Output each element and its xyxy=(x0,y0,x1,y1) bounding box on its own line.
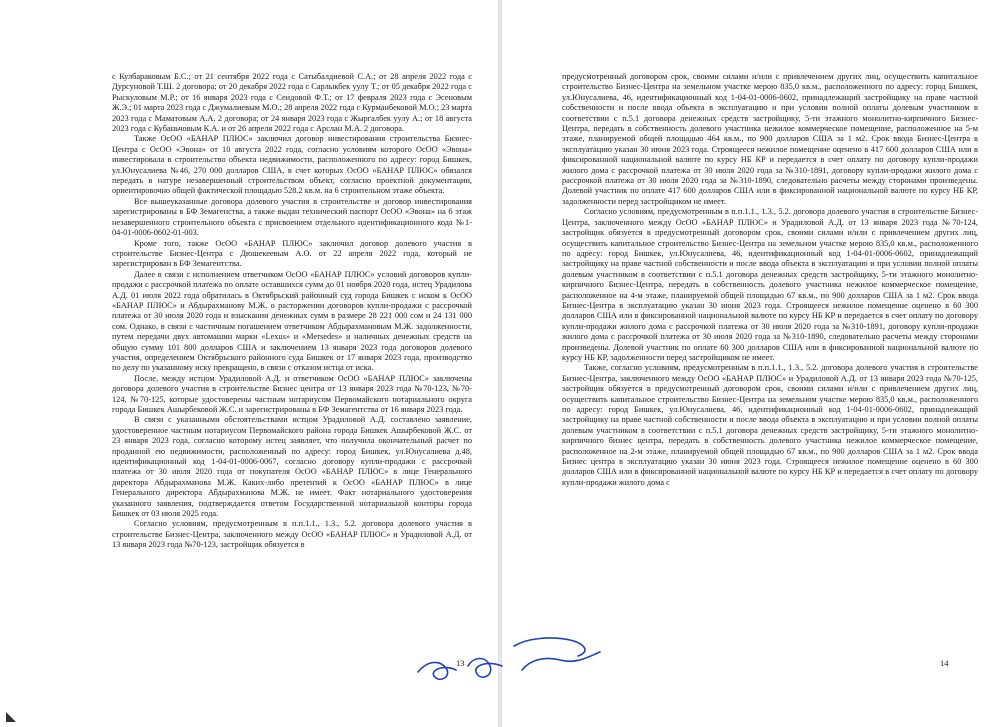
left-paragraph-4: Кроме того, также ОсОО «БАНАР ПЛЮС» заключил договор долевого участия в строительстве Бизнес-Центра с Дюшекеевым А.О. от 22 апреля 2022 года, который не зарегистрирован в БФ Земагентства. xyxy=(112,238,472,269)
left-paragraph-7: В связи с указанными обстоятельствами истцом Урадиловой А.Д. составлено заявление, удостоверенное частным нотариусом Первомайского района города Бишкек Ашырбековой Ж.С. от 23 января 2023 года, согласно которому истец заявляет, что получила окончательный расчет по проданной ею недвижимости, расположенный по адресу: город Бишкек, ул.Юнусалиева д.48, идентификационный код 1-04-01-0006-0067, согласно договору купли-продажи с рассрочкой платежа от 30 июля 2020 года от покупателя ОсОО «БАНАР ПЛЮС» в лице Генерального директора Абдырахманова М.Ж. Каких-либо претензий к ОсОО «БАНАР ПЛЮС» в лице Генерального директора Абдырахманова М.Ж. не имеет. Факт нотариального удостоверения указанного заявления, подтверждается ответом Государственной нотариальной конторы города Бишкек от 03 июля 2025 года. xyxy=(112,415,472,519)
left-paragraph-6: После, между истцом Урадиловой А.Д. и ответчиком ОсОО «БАНАР ПЛЮС» заключены договора долевого участия в строительстве Бизнес центра от 13 января 2023 года №70-123, №70-124, №70-125, которые удостоверены частным нотариусом Первомайского нотариального округа города Бишкек Ашырбековой Ж.С. и зарегистрированы в БФ Земагентства от 16 января 2023 года. xyxy=(112,373,472,414)
page-number-right: 14 xyxy=(940,658,949,668)
right-paragraph-1: предусмотренный договором срок, своими силами и/или с привлечением других лиц, осуществить капитальное строительство Бизнес-Центра на земельном участке мерою 835,0 кв.м., расположенного по адресу: город Бишкек, ул.Юнусалиева, 46, идентификационный код 1-04-01-0006-0602, принадлежащий застройщику на праве частной собственности и после ввода объекта в эксплуатацию и при условии полной оплаты долевым участником в соответствии с п.5.1 договора денежных средств застройщику, 5-ти этажного монолитно-кирпичного Бизнес-Центра, передать в собственность долевого участника нежилое коммерческое помещение, расположенное на 5-м этаже, планируемой общей площадью 464 кв.м., по 900 долларов США за 1 м2. Срок ввода Бизнес-Центра в эксплуатацию указан 30 июня 2023 года. Строящееся нежилое помещение оценено в 417 600 долларов США или в фиксированной национальной валюте по курсу НБ КР и передается в счет оплату по договору купли-продажи жилого дома с рассрочкой платежа от 30 июля 2020 года за №310-1891, договору купли-продажи жилого дома с рассрочкой платежа от 30 июля 2020 года за №310-1890, следовательно расчеты между сторонами произведены. Долевой участник по оплате 417 600 долларов США или в фиксированной национальной валюте по курсу НБ КР, задолженности перед застройщиком не имеет. xyxy=(562,72,978,206)
left-paragraph-8: Согласно условиям, предусмотренным в п.п.1.1., 1.3., 5.2. договора долевого участия в строительстве Бизнес-Центра, заключенного между ОсОО «БАНАР ПЛЮС» и Урадиловой А.Д. от 13 января 2023 года №70-123, застройщик обязуется в xyxy=(112,519,472,550)
right-paragraph-2: Согласно условиям, предусмотренным в п.п.1.1., 1.3., 5.2. договора долевого участия в строительстве Бизнес-Центра, заключенного между ОсОО «БАНАР ПЛЮС» и Урадиловой А.Д. от 13 января 2023 года №70-124, застройщик обязуется в предусмотренный договором срок, своими силами и/или с привлечением других лиц, осуществить капитальное строительство Бизнес-Центра на земельном участке мерою 835,0 кв.м., расположенного по адресу: город Бишкек, ул.Юнусалиева, 46, идентификационный код 1-04-01-0006-0602, принадлежащий застройщику на праве частной собственности и после ввода объекта в эксплуатацию и при условии полной оплаты долевым участником в соответствии с п.5.1 договора денежных средств застройщику, 5-ти этажного монолитно-кирпичного Бизнес-Центра, передать в собственность долевого участника нежилое коммерческое помещение, расположенное на 4-м этаже, планируемой общей площадью 67 кв.м., по 900 долларов США за 1 м2. Срок ввода Бизнес-Центра в эксплуатацию указан 30 июня 2023 года. Строящееся нежилое помещение оценено в 60 300 долларов США или в фиксированной национальной валюте по курсу НБ КР и передается в счет оплату по договору купли-продажи жилого дома с рассрочкой платежа от 30 июля 2020 года за №310-1891, договору купли-продажи жилого дома с рассрочкой платежа от 30 июля 2020 года за №310-1890, следовательно расчеты между сторонами произведены. Долевой участник по оплате 60 300 долларов США или в фиксированной национальной валюте по курсу НБ КР, задолженности перед застройщиком не имеет. xyxy=(562,207,978,362)
left-paragraph-3: Все вышеуказанные договора долевого участия в строительстве и договор инвестирования зарегистрированы в БФ Земагенства, а также выдан технический паспорт ОсОО «Эвона» на 6 этаж незавершенного строительного объекта с присвоением отдельного идентификационного кода №1-04-01-0006-0602-01-003. xyxy=(112,196,472,238)
left-paragraph-5: Далее в связи с исполнением ответчиком ОсОО «БАНАР ПЛЮС» условий договоров купли-продажи с рассрочкой платежа по оплате оставшихся сумм до 01 ноября 2020 года, истец Урадилова А.Д. 01 июля 2022 года обратилась в Октябрьский районный суд города Бишкек с иском к ОсОО «БАНАР ПЛЮС» и Абдырахманову М.Ж. о расторжении договоров купли-продажи с рассрочкой платежа от 30 июля 2020 года и взыскании денежных сумм в размере 28 221 000 сом и 24 131 000 сом. Однако, в связи с частичным погашением ответчиком Абдырахмановым М.Ж. задолженности, путем передачи двух автомашин марки «Lexus» и «Mersedes» и наличных денежных средств на общую сумму 101 800 долларов США и заключением 13 января 2023 года договоров долевого участия, определением Октябрьского районного суда Бишкек от 17 января 2023 года, производство по делу по указанному иску прекращено, в связи с отказом истца от иска. xyxy=(112,269,472,373)
right-paragraph-3: Также, согласно условиям, предусмотренным в п.п.1.1., 1.3., 5.2. договора долевого участия в строительстве Бизнес-Центра, заключенного между ОсОО «БАНАР ПЛЮС» и Урадиловой А.Д. от 13 января 2023 года №70-125, застройщик обязуется в предусмотренный договором срок, своими силами и/или с привлечением других лиц, осуществить капитальное строительство Бизнес-Центра на земельном участке мерою 835,0 кв.м., расположенного по адресу: город Бишкек, ул.Юнусалиева, 46, идентификационный код 1-04-01-0006-0602, принадлежащий застройщику на праве частной собственности и после ввода объекта в эксплуатацию и при условии полной оплаты долевым участником в соответствии с п.5.1 договора денежных средств застройщику, 5-ти этажного монолитно-кирпичного бизнес центра, передать в собственность долевого участника нежилое коммерческое помещение, расположенное на 2-м этаже, планируемой общей площадью 67 кв.м., по 900 долларов США за 1 м2. Срок ввода Бизнес центра в эксплуатацию указан 30 июня 2023 года. Строящееся нежилое помещение оценено в 60 300 долларов США или в фиксированной национальной валюте по курсу НБ КР и передается в счет оплату по договору купли-продажи жилого дома с xyxy=(562,363,978,487)
left-paragraph-2: Также ОсОО «БАНАР ПЛЮС» заключил договор инвестирования строительства Бизнес-Центра с ОсОО «Эвона» от 10 августа 2022 года, согласно условиям которого ОсОО «Эвона» инвестировала в строительство объекта недвижимости, расположенного по адресу: город Бишкек, ул.Юнусалиева №46, 270 000 долларов США, в счет которых ОсОО «БАНАР ПЛЮС» обязался передать в натуре незавершенный строительством объект, согласно проектной документации, ориентировочно общей фактической площадью 528.2 кв.м. на 6 строительном этаже объекта. xyxy=(112,134,472,196)
page-number-left: 13 xyxy=(456,658,465,668)
corner-marker-icon xyxy=(6,712,16,722)
signature-mark xyxy=(410,616,630,696)
left-paragraph-1: с Кулбараковым Б.С.; от 21 сентября 2022 года с Сатыбалдиевой С.А.; от 28 апреля 2022 года с Дурсуновой Т.Ш. 2 договора; от 20 декабря 2022 года с Сарлыкбек уулу Т.; от 05 декабря 2022 года с Рыскуловым М.Р.; от 16 января 2023 года с Сеидовой Ф.Т.; от 17 февраля 2023 года с Эсеновым Ж.Э.; 01 марта 2023 года с Джумалиевым М.О.; 28 апреля 2022 года с Курманбековой М.О.; 23 марта 2023 года с Маматовым А.А. 2 договора; от 24 января 2023 года с Жыргалбек уулу А.; от 18 августа 2023 года с Кубаньчовым К.А. и от 26 апреля 2022 года с Арслан М.А. 2 договора. xyxy=(112,72,472,134)
